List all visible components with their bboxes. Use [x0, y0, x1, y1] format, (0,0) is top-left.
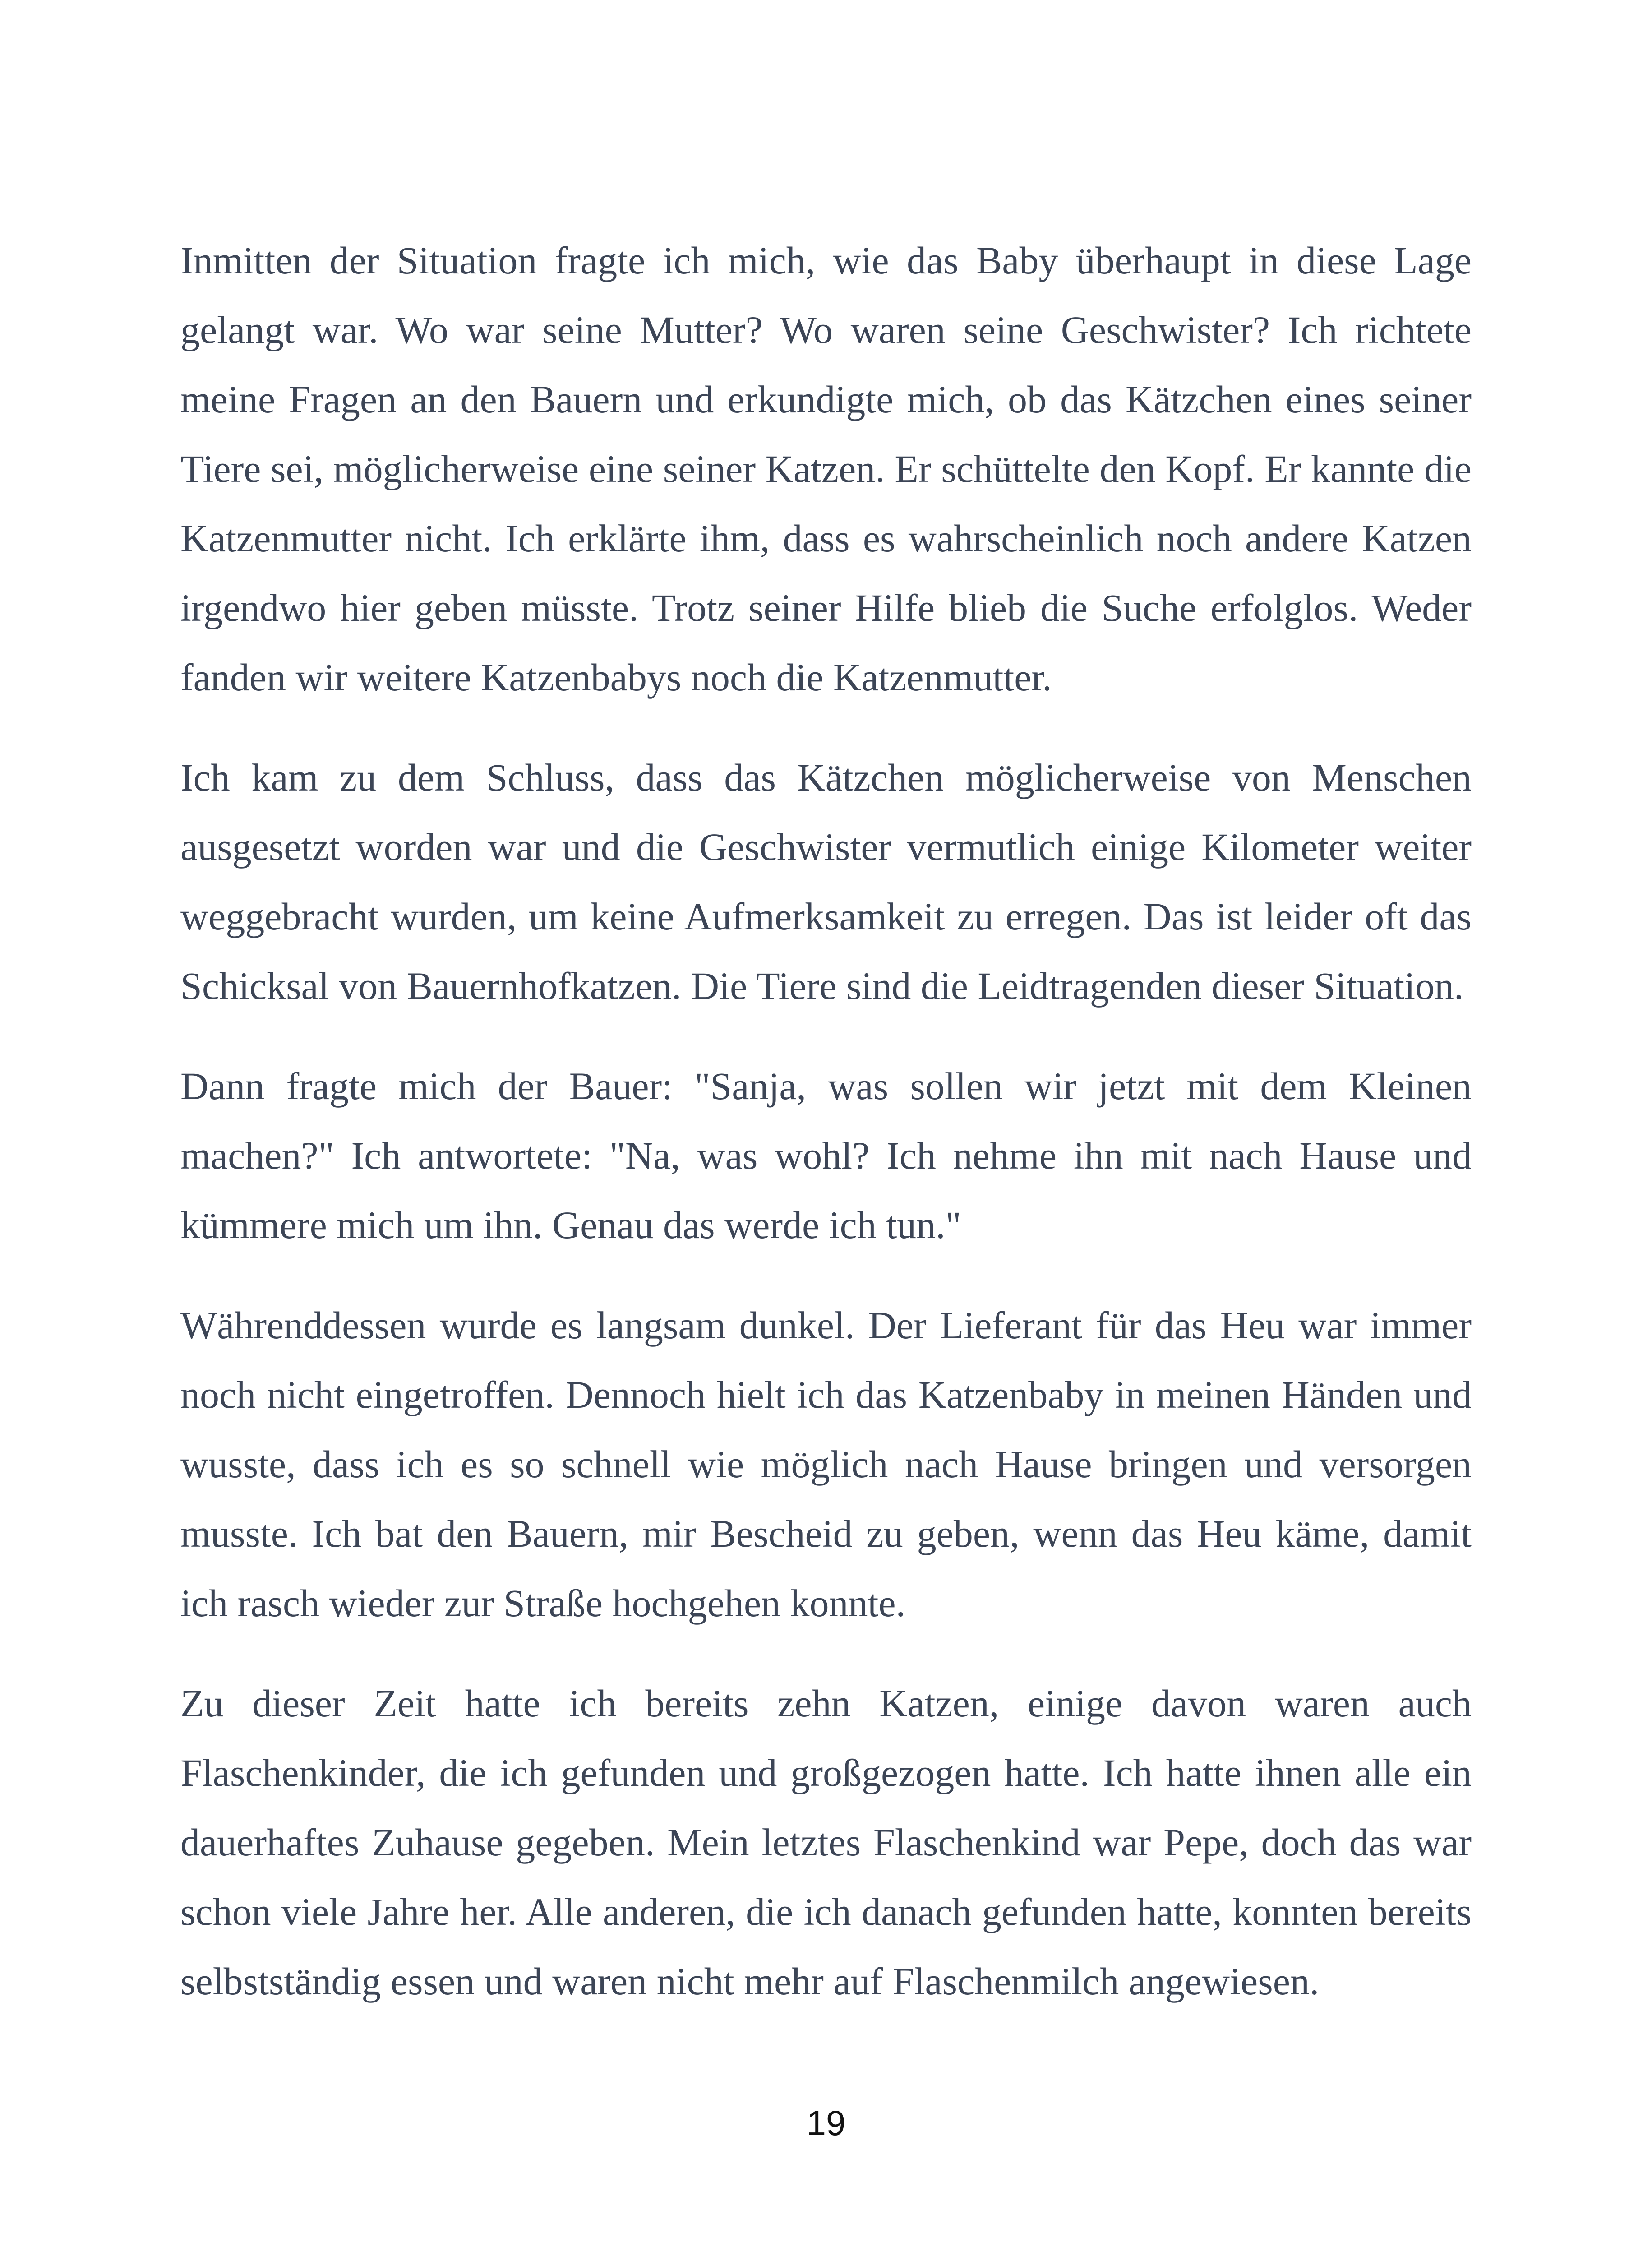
- paragraph-2: Ich kam zu dem Schluss, dass das Kätzchen möglicherweise von Menschen ausgesetzt worden war und die Geschwister vermutlich einige Kilometer weiter weggebracht wurden, um keine Aufmerksamkeit zu erregen. Das ist leider oft das Schicksal von Bauernhofkatzen. Die Tiere sind die Leidtragenden dieser Situation.: [180, 756, 1472, 1008]
- paragraph-3: Dann fragte mich der Bauer: "Sanja, was sollen wir jetzt mit dem Kleinen machen?" Ich antwortete: "Na, was wohl? Ich nehme ihn mit nach Hause und kümmere mich um ihn. Genau das werde ich tun.": [180, 1064, 1472, 1247]
- page-number: 19: [806, 2103, 846, 2143]
- paragraph-5: Zu dieser Zeit hatte ich bereits zehn Katzen, einige davon waren auch Flaschenkinder, die ich gefunden und großgezogen hatte. Ich hatte ihnen alle ein dauerhaftes Zuhause gegeben. Mein letztes Flaschenkind war Pepe, doch das war schon viele Jahre her. Alle anderen, die ich danach gefunden hatte, konnten bereits selbstständig essen und waren nicht mehr auf Flaschenmilch angewiesen.: [180, 1682, 1472, 2003]
- paragraph-1: Inmitten der Situation fragte ich mich, wie das Baby überhaupt in diese Lage gelangt war. Wo war seine Mutter? Wo waren seine Geschwister? Ich richtete meine Fragen an den Bauern und erkundigte mich, ob das Kätzchen eines seiner Tiere sei, möglicherweise eine seiner Katzen. Er schüttelte den Kopf. Er kannte die Katzenmutter nicht. Ich erklärte ihm, dass es wahrscheinlich noch andere Katzen irgendwo hier geben müsste. Trotz seiner Hilfe blieb die Suche erfolglos. Weder fanden wir weitere Katzenbabys noch die Katzenmutter.: [180, 239, 1472, 699]
- body-text: [180, 226, 1472, 2047]
- paragraph-4: Währenddessen wurde es langsam dunkel. Der Lieferant für das Heu war immer noch nicht eingetroffen. Dennoch hielt ich das Katzenbaby in meinen Händen und wusste, dass ich es so schnell wie möglich nach Hause bringen und versorgen musste. Ich bat den Bauern, mir Bescheid zu geben, wenn das Heu käme, damit ich rasch wieder zur Straße hochgehen konnte.: [180, 1304, 1472, 1625]
